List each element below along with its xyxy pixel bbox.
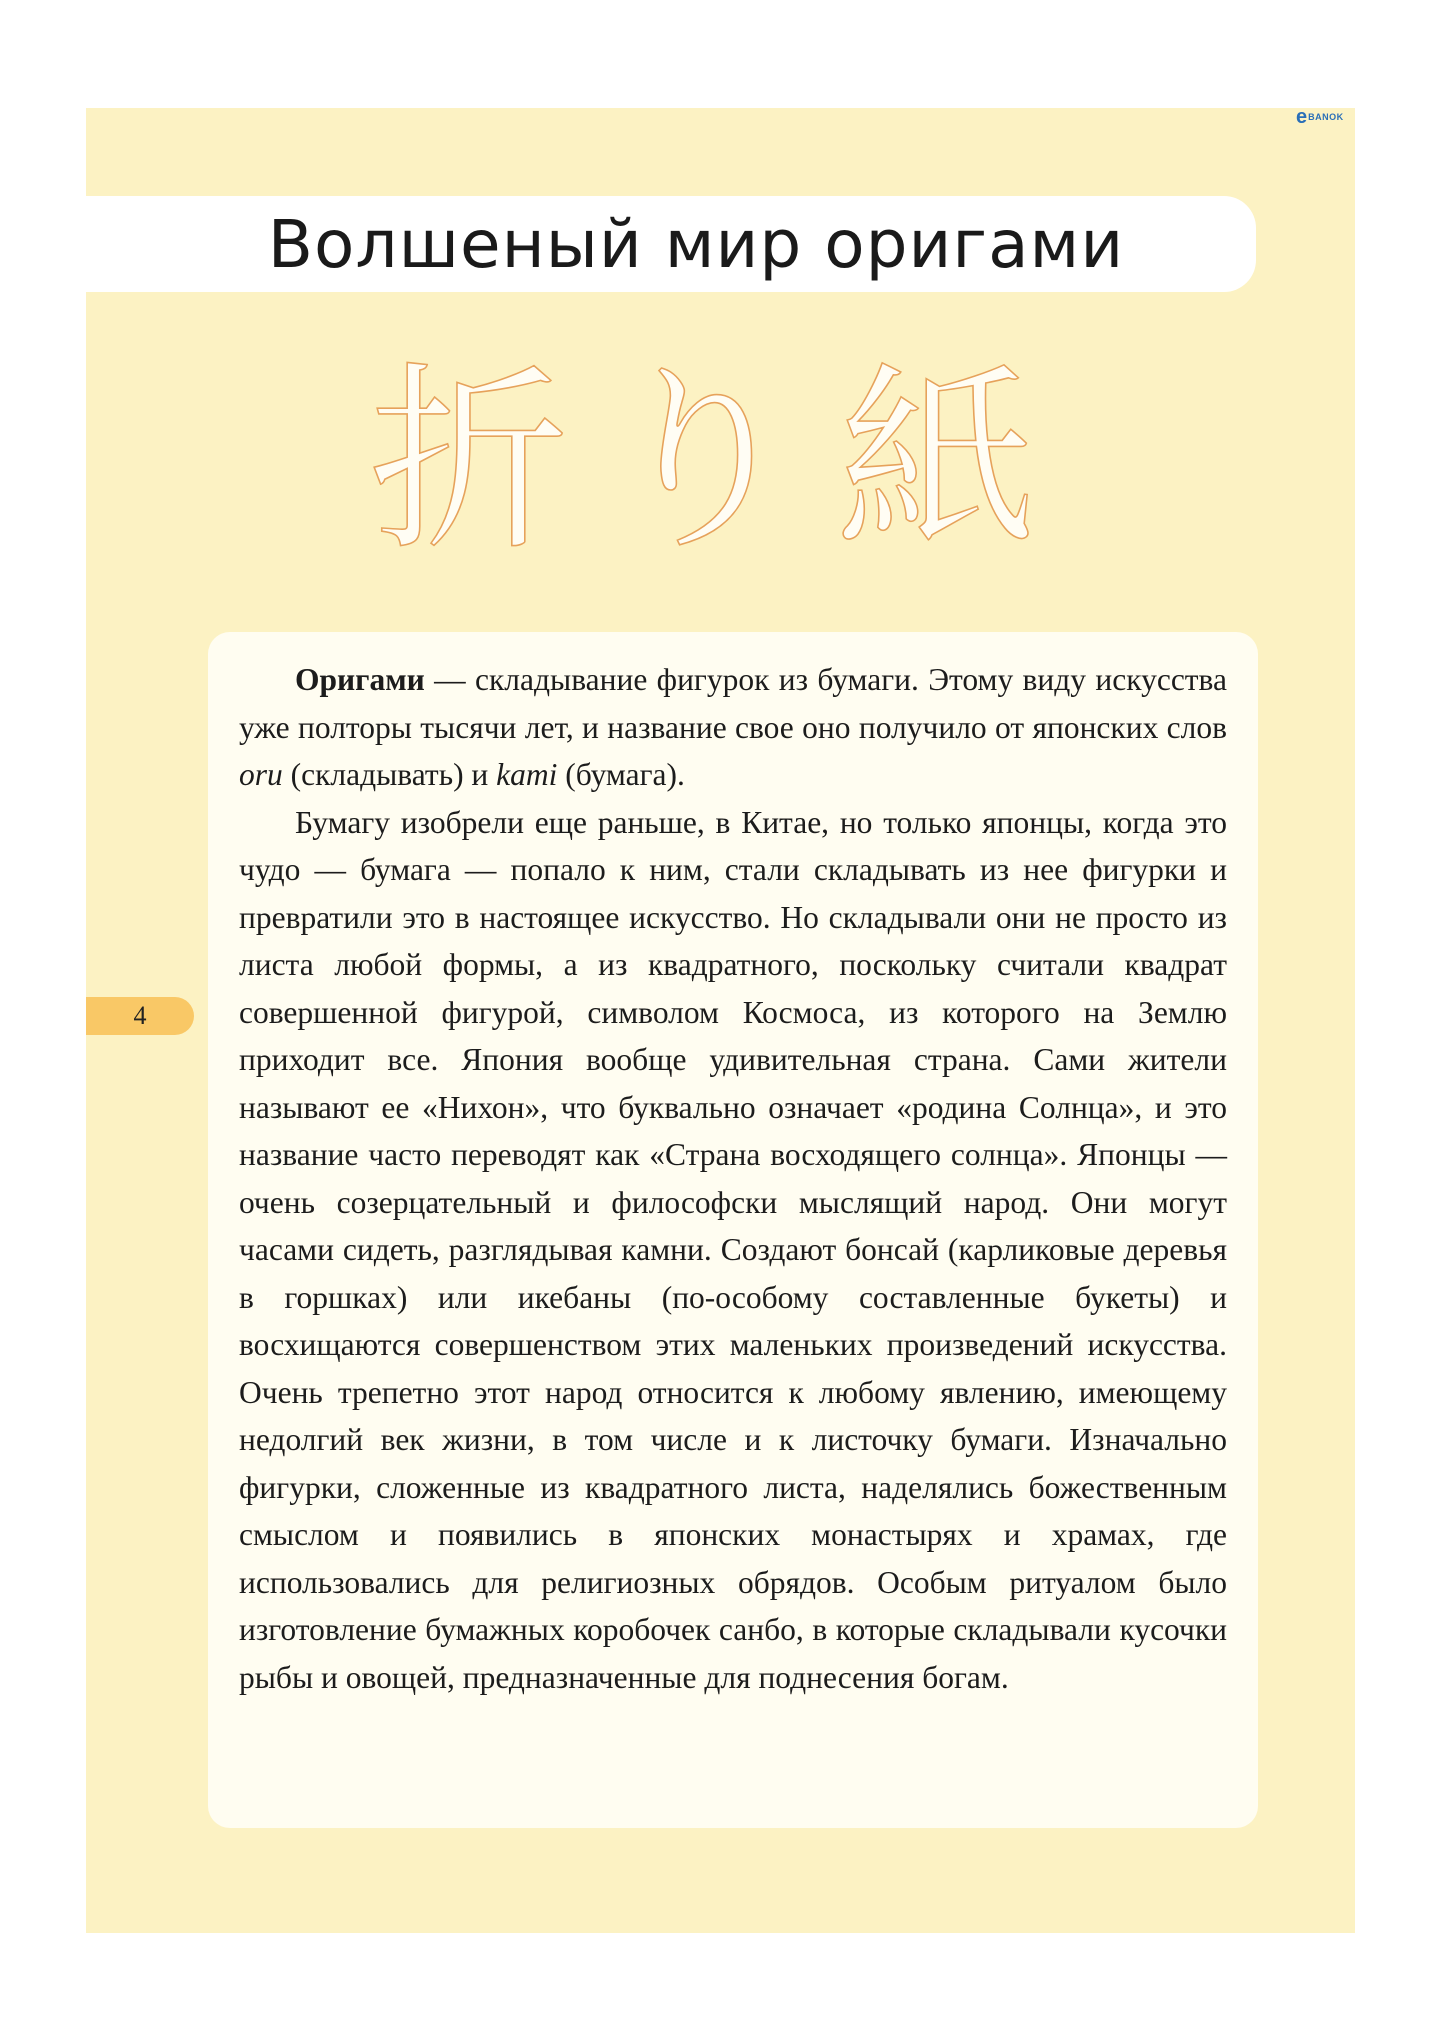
kanji-outline-graphic [86, 330, 1355, 590]
page-number: 4 [133, 1001, 147, 1030]
intro-text-b: (складывать) и [282, 757, 497, 792]
term-kami: kami [496, 757, 558, 792]
page-number-tab [86, 997, 194, 1035]
lead-term: Оригами [295, 662, 425, 697]
kanji-text: 折り紙 [368, 345, 1072, 578]
paragraph-history: Бумагу изобрели еще раньше, в Китае, но только японцы, когда это чудо — бумага — попало к ним, стали складывать из нее фигурки и превратили это в настоящее искусство. Но складывали они не просто из листа любой формы, а из квадратного, поскольку считали квадрат совершенной фигурой, символом Космоса, из которого на Землю приходит все. Япония вообще удивительная страна. Сами жители называют ее «Нихон», что буквально означает «родина Солнца», и это название часто переводят как «Страна восходящего солнца». Японцы — очень созерцательный и философски мыслящий народ. Они могут часами сидеть, разглядывая камни. Создают бонсай (карликовые деревья в горшках) или икебаны (по-особому составленные букеты) и восхищаются совершенством этих маленьких произведений искусства. Очень трепетно этот народ относится к любому явлению, имеющему недолгий век жизни, в том числе и к листочку бумаги. Изначально фигурки, сложенные из квадратного листа, наделялись божественным смыслом и появились в японских монастырях и храмах, где использовались для религиозных обрядов. Особым ритуалом было изготовление бумажных коробочек санбо, в которые складывали кусочки рыбы и овощей, предназначенные для поднесения богам. [239, 804, 1227, 1695]
paragraph-intro [239, 656, 1227, 799]
publisher-logo [1296, 104, 1344, 130]
intro-text-a: — складывание фигурок из бумаги. Этому виду искусства уже полторы тысячи лет, и название свое оно получило от японских слов [239, 662, 1227, 745]
intro-text-c: (бумага). [557, 757, 685, 792]
term-oru: oru [239, 757, 283, 792]
logo-name: BANOK [1308, 112, 1344, 122]
logo-mark: e [1296, 106, 1308, 128]
page-title: Волшеный мир оригами [267, 205, 1125, 283]
article-body [239, 656, 1227, 1701]
kanji-heading [86, 330, 1355, 590]
